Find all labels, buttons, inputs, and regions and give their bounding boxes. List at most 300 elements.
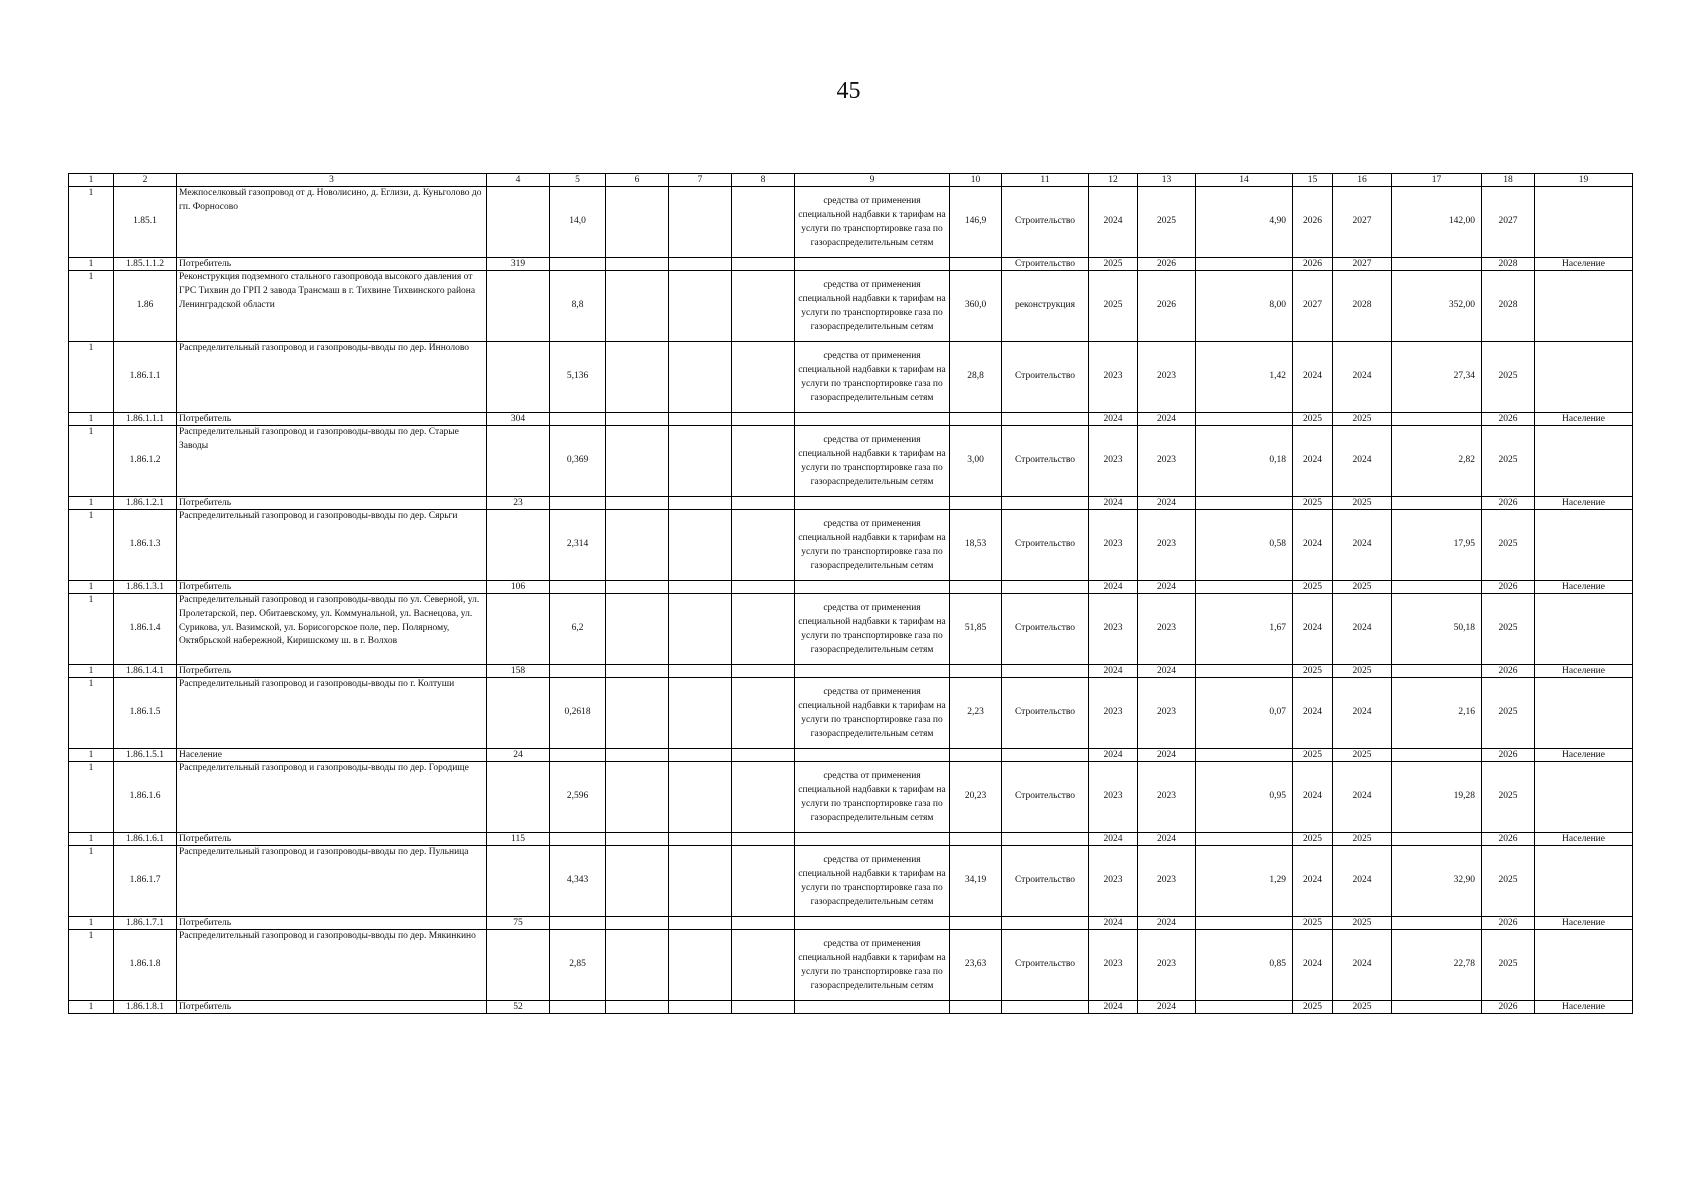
table-row: [69, 1001, 1633, 1014]
object-code-cell: 1.86.1.7.1: [114, 917, 177, 930]
table-row: [69, 762, 1633, 833]
year-5-cell: 2025: [1482, 426, 1535, 497]
year-5-cell: 2026: [1482, 581, 1535, 594]
cost-cell: [950, 413, 1002, 426]
col8-cell: [732, 342, 795, 413]
amount-1-cell: [1196, 917, 1293, 930]
year-3-cell: 2024: [1293, 930, 1333, 1001]
col8-cell: [732, 426, 795, 497]
year-3-cell: 2026: [1293, 258, 1333, 271]
funding-source-cell: [795, 1001, 950, 1014]
year-start-cell: 2023: [1089, 846, 1138, 917]
col6-cell: [606, 762, 669, 833]
consumer-type-cell: [1535, 678, 1633, 749]
consumers-count-cell: [487, 271, 550, 342]
year-end-cell: 2023: [1138, 510, 1196, 581]
amount-1-cell: 8,00: [1196, 271, 1293, 342]
year-3-cell: 2025: [1293, 917, 1333, 930]
row-index-cell: 1: [69, 510, 114, 581]
work-type-cell: Строительство: [1002, 846, 1089, 917]
consumers-count-cell: [487, 187, 550, 258]
cost-cell: [950, 581, 1002, 594]
consumers-count-cell: [487, 930, 550, 1001]
year-3-cell: 2025: [1293, 1001, 1333, 1014]
year-3-cell: 2024: [1293, 426, 1333, 497]
year-4-cell: 2028: [1333, 271, 1392, 342]
header-row: [69, 174, 1633, 187]
table-row: [69, 187, 1633, 258]
consumers-count-cell: 319: [487, 258, 550, 271]
object-name-cell: Потребитель: [177, 665, 487, 678]
year-end-cell: 2024: [1138, 1001, 1196, 1014]
amount-1-cell: [1196, 1001, 1293, 1014]
object-name-cell: Потребитель: [177, 497, 487, 510]
consumers-count-cell: 106: [487, 581, 550, 594]
funding-source-cell: средства от применения специальной надбавки к тарифам на услуги по транспортировке газа по газораспределительным сетям: [795, 594, 950, 665]
consumers-count-cell: 75: [487, 917, 550, 930]
col7-cell: [669, 678, 732, 749]
year-4-cell: 2025: [1333, 1001, 1392, 1014]
year-3-cell: 2025: [1293, 497, 1333, 510]
amount-1-cell: 1,67: [1196, 594, 1293, 665]
consumer-type-cell: Население: [1535, 833, 1633, 846]
column-header-16: 16: [1333, 174, 1392, 187]
row-index-cell: 1: [69, 1001, 114, 1014]
col7-cell: [669, 187, 732, 258]
col6-cell: [606, 342, 669, 413]
work-type-cell: [1002, 749, 1089, 762]
table-row: [69, 917, 1633, 930]
year-4-cell: 2027: [1333, 258, 1392, 271]
row-index-cell: 1: [69, 678, 114, 749]
amount-2-cell: [1392, 749, 1482, 762]
year-4-cell: 2024: [1333, 678, 1392, 749]
consumers-count-cell: 304: [487, 413, 550, 426]
year-end-cell: 2023: [1138, 762, 1196, 833]
row-index-cell: 1: [69, 762, 114, 833]
work-type-cell: Строительство: [1002, 930, 1089, 1001]
col8-cell: [732, 833, 795, 846]
investment-table: [68, 173, 1633, 1014]
object-name-cell: Реконструкция подземного стального газопровода высокого давления от ГРС Тихвин до ГРП 2 завода Трансмаш в г. Тихвине Тихвинского района Ленинградской области: [177, 271, 487, 342]
col6-cell: [606, 271, 669, 342]
col7-cell: [669, 665, 732, 678]
funding-source-cell: [795, 581, 950, 594]
consumers-count-cell: [487, 342, 550, 413]
year-start-cell: 2023: [1089, 342, 1138, 413]
consumer-type-cell: Население: [1535, 749, 1633, 762]
consumer-type-cell: [1535, 510, 1633, 581]
year-end-cell: 2023: [1138, 678, 1196, 749]
object-code-cell: 1.86.1.5.1: [114, 749, 177, 762]
length-cell: [550, 917, 606, 930]
amount-2-cell: [1392, 1001, 1482, 1014]
row-index-cell: 1: [69, 665, 114, 678]
year-5-cell: 2026: [1482, 497, 1535, 510]
work-type-cell: реконструкция: [1002, 271, 1089, 342]
consumer-type-cell: [1535, 930, 1633, 1001]
cost-cell: 2,23: [950, 678, 1002, 749]
object-name-cell: Потребитель: [177, 413, 487, 426]
amount-2-cell: [1392, 917, 1482, 930]
consumer-type-cell: [1535, 594, 1633, 665]
object-name-cell: Потребитель: [177, 258, 487, 271]
amount-1-cell: [1196, 497, 1293, 510]
col8-cell: [732, 665, 795, 678]
year-start-cell: 2023: [1089, 930, 1138, 1001]
amount-1-cell: [1196, 833, 1293, 846]
table-row: [69, 930, 1633, 1001]
year-5-cell: 2026: [1482, 917, 1535, 930]
column-header-6: 6: [606, 174, 669, 187]
column-header-13: 13: [1138, 174, 1196, 187]
work-type-cell: Строительство: [1002, 678, 1089, 749]
funding-source-cell: средства от применения специальной надбавки к тарифам на услуги по транспортировке газа по газораспределительным сетям: [795, 271, 950, 342]
length-cell: [550, 258, 606, 271]
col8-cell: [732, 187, 795, 258]
row-index-cell: 1: [69, 917, 114, 930]
cost-cell: 34,19: [950, 846, 1002, 917]
table-row: [69, 833, 1633, 846]
col8-cell: [732, 497, 795, 510]
year-end-cell: 2024: [1138, 413, 1196, 426]
year-3-cell: 2024: [1293, 342, 1333, 413]
year-4-cell: 2024: [1333, 342, 1392, 413]
year-start-cell: 2025: [1089, 258, 1138, 271]
consumer-type-cell: Население: [1535, 258, 1633, 271]
year-start-cell: 2024: [1089, 665, 1138, 678]
work-type-cell: [1002, 665, 1089, 678]
object-code-cell: 1.86.1.2: [114, 426, 177, 497]
column-header-1: 1: [69, 174, 114, 187]
year-3-cell: 2025: [1293, 581, 1333, 594]
object-code-cell: 1.86.1.3.1: [114, 581, 177, 594]
table-row: [69, 413, 1633, 426]
year-start-cell: 2024: [1089, 749, 1138, 762]
row-index-cell: 1: [69, 342, 114, 413]
year-4-cell: 2024: [1333, 846, 1392, 917]
year-5-cell: 2025: [1482, 342, 1535, 413]
col7-cell: [669, 497, 732, 510]
col7-cell: [669, 762, 732, 833]
row-index-cell: 1: [69, 187, 114, 258]
year-5-cell: 2026: [1482, 665, 1535, 678]
col8-cell: [732, 413, 795, 426]
row-index-cell: 1: [69, 749, 114, 762]
year-4-cell: 2024: [1333, 594, 1392, 665]
work-type-cell: Строительство: [1002, 594, 1089, 665]
col8-cell: [732, 749, 795, 762]
amount-2-cell: [1392, 581, 1482, 594]
year-end-cell: 2026: [1138, 271, 1196, 342]
consumers-count-cell: [487, 594, 550, 665]
column-header-11: 11: [1002, 174, 1089, 187]
column-header-4: 4: [487, 174, 550, 187]
length-cell: [550, 833, 606, 846]
table-body: [69, 174, 1633, 1014]
consumers-count-cell: [487, 846, 550, 917]
object-code-cell: 1.86.1.4: [114, 594, 177, 665]
object-name-cell: Распределительный газопровод и газопроводы-вводы по дер. Сярьги: [177, 510, 487, 581]
column-header-18: 18: [1482, 174, 1535, 187]
column-header-8: 8: [732, 174, 795, 187]
work-type-cell: [1002, 1001, 1089, 1014]
work-type-cell: [1002, 833, 1089, 846]
cost-cell: [950, 497, 1002, 510]
year-start-cell: 2025: [1089, 271, 1138, 342]
length-cell: 0,2618: [550, 678, 606, 749]
year-start-cell: 2024: [1089, 917, 1138, 930]
col6-cell: [606, 678, 669, 749]
object-name-cell: Население: [177, 749, 487, 762]
year-start-cell: 2024: [1089, 581, 1138, 594]
year-5-cell: 2026: [1482, 749, 1535, 762]
consumers-count-cell: [487, 762, 550, 833]
row-index-cell: 1: [69, 426, 114, 497]
column-header-19: 19: [1535, 174, 1633, 187]
object-name-cell: Распределительный газопровод и газопроводы-вводы по ул. Северной, ул. Пролетарской, пер. Обитаевскому, ул. Коммунальной, ул. Васнецова, ул. Сурикова, ул. Вазимской, ул. Борисогорское поле, пер. Полярному, Октябрьской набережной, Киришскому ш. в г. Волхов: [177, 594, 487, 665]
work-type-cell: [1002, 581, 1089, 594]
col7-cell: [669, 846, 732, 917]
year-3-cell: 2025: [1293, 833, 1333, 846]
col8-cell: [732, 271, 795, 342]
year-start-cell: 2024: [1089, 833, 1138, 846]
cost-cell: 18,53: [950, 510, 1002, 581]
year-5-cell: 2026: [1482, 413, 1535, 426]
year-end-cell: 2023: [1138, 594, 1196, 665]
year-end-cell: 2026: [1138, 258, 1196, 271]
year-end-cell: 2023: [1138, 846, 1196, 917]
amount-2-cell: [1392, 413, 1482, 426]
col8-cell: [732, 678, 795, 749]
consumers-count-cell: [487, 510, 550, 581]
consumer-type-cell: Население: [1535, 665, 1633, 678]
col7-cell: [669, 930, 732, 1001]
column-header-12: 12: [1089, 174, 1138, 187]
year-4-cell: 2025: [1333, 497, 1392, 510]
amount-2-cell: 50,18: [1392, 594, 1482, 665]
table-row: [69, 510, 1633, 581]
row-index-cell: 1: [69, 258, 114, 271]
year-5-cell: 2027: [1482, 187, 1535, 258]
col6-cell: [606, 594, 669, 665]
table-row: [69, 271, 1633, 342]
year-4-cell: 2025: [1333, 749, 1392, 762]
object-code-cell: 1.85.1: [114, 187, 177, 258]
length-cell: [550, 413, 606, 426]
work-type-cell: [1002, 413, 1089, 426]
length-cell: 6,2: [550, 594, 606, 665]
col7-cell: [669, 917, 732, 930]
object-code-cell: 1.86.1.1.1: [114, 413, 177, 426]
year-5-cell: 2026: [1482, 1001, 1535, 1014]
work-type-cell: Строительство: [1002, 426, 1089, 497]
length-cell: [550, 497, 606, 510]
cost-cell: [950, 917, 1002, 930]
col6-cell: [606, 749, 669, 762]
funding-source-cell: средства от применения специальной надбавки к тарифам на услуги по транспортировке газа по газораспределительным сетям: [795, 426, 950, 497]
year-5-cell: 2025: [1482, 930, 1535, 1001]
work-type-cell: Строительство: [1002, 187, 1089, 258]
consumer-type-cell: Население: [1535, 581, 1633, 594]
object-name-cell: Распределительный газопровод и газопроводы-вводы по дер. Городище: [177, 762, 487, 833]
amount-2-cell: [1392, 497, 1482, 510]
col6-cell: [606, 833, 669, 846]
funding-source-cell: средства от применения специальной надбавки к тарифам на услуги по транспортировке газа по газораспределительным сетям: [795, 846, 950, 917]
row-index-cell: 1: [69, 930, 114, 1001]
cost-cell: [950, 749, 1002, 762]
table-row: [69, 846, 1633, 917]
col8-cell: [732, 846, 795, 917]
col7-cell: [669, 594, 732, 665]
col8-cell: [732, 258, 795, 271]
year-4-cell: 2025: [1333, 665, 1392, 678]
amount-2-cell: [1392, 258, 1482, 271]
row-index-cell: 1: [69, 271, 114, 342]
cost-cell: 28,8: [950, 342, 1002, 413]
year-start-cell: 2023: [1089, 678, 1138, 749]
year-3-cell: 2024: [1293, 594, 1333, 665]
object-name-cell: Потребитель: [177, 581, 487, 594]
object-code-cell: 1.86.1.4.1: [114, 665, 177, 678]
consumers-count-cell: [487, 426, 550, 497]
length-cell: 5,136: [550, 342, 606, 413]
column-header-2: 2: [114, 174, 177, 187]
work-type-cell: [1002, 497, 1089, 510]
year-4-cell: 2025: [1333, 413, 1392, 426]
object-code-cell: 1.86.1.3: [114, 510, 177, 581]
col6-cell: [606, 665, 669, 678]
amount-2-cell: 352,00: [1392, 271, 1482, 342]
amount-2-cell: 32,90: [1392, 846, 1482, 917]
length-cell: 14,0: [550, 187, 606, 258]
col6-cell: [606, 846, 669, 917]
column-header-17: 17: [1392, 174, 1482, 187]
year-3-cell: 2024: [1293, 510, 1333, 581]
amount-2-cell: 22,78: [1392, 930, 1482, 1001]
year-3-cell: 2027: [1293, 271, 1333, 342]
year-3-cell: 2025: [1293, 665, 1333, 678]
object-code-cell: 1.86.1.6: [114, 762, 177, 833]
col8-cell: [732, 510, 795, 581]
object-name-cell: Распределительный газопровод и газопроводы-вводы по дер. Иннолово: [177, 342, 487, 413]
cost-cell: 3,00: [950, 426, 1002, 497]
object-name-cell: Потребитель: [177, 833, 487, 846]
length-cell: 2,314: [550, 510, 606, 581]
object-name-cell: Распределительный газопровод и газопроводы-вводы по дер. Пульница: [177, 846, 487, 917]
year-start-cell: 2024: [1089, 497, 1138, 510]
length-cell: [550, 665, 606, 678]
object-name-cell: Распределительный газопровод и газопроводы-вводы по дер. Мякинкино: [177, 930, 487, 1001]
object-code-cell: 1.86.1.5: [114, 678, 177, 749]
year-end-cell: 2025: [1138, 187, 1196, 258]
row-index-cell: 1: [69, 413, 114, 426]
col7-cell: [669, 258, 732, 271]
work-type-cell: [1002, 917, 1089, 930]
length-cell: [550, 581, 606, 594]
col8-cell: [732, 581, 795, 594]
amount-1-cell: 4,90: [1196, 187, 1293, 258]
funding-source-cell: [795, 413, 950, 426]
col8-cell: [732, 762, 795, 833]
amount-1-cell: [1196, 581, 1293, 594]
amount-2-cell: 2,82: [1392, 426, 1482, 497]
year-end-cell: 2024: [1138, 833, 1196, 846]
year-4-cell: 2025: [1333, 581, 1392, 594]
object-code-cell: 1.86.1.7: [114, 846, 177, 917]
column-header-5: 5: [550, 174, 606, 187]
col6-cell: [606, 930, 669, 1001]
year-end-cell: 2024: [1138, 497, 1196, 510]
funding-source-cell: [795, 497, 950, 510]
table-row: [69, 342, 1633, 413]
cost-cell: 146,9: [950, 187, 1002, 258]
cost-cell: 20,23: [950, 762, 1002, 833]
col6-cell: [606, 187, 669, 258]
year-3-cell: 2024: [1293, 678, 1333, 749]
work-type-cell: Строительство: [1002, 510, 1089, 581]
year-end-cell: 2024: [1138, 581, 1196, 594]
consumers-count-cell: [487, 678, 550, 749]
col7-cell: [669, 413, 732, 426]
funding-source-cell: [795, 917, 950, 930]
consumer-type-cell: Население: [1535, 917, 1633, 930]
year-5-cell: 2028: [1482, 258, 1535, 271]
column-header-7: 7: [669, 174, 732, 187]
amount-2-cell: 19,28: [1392, 762, 1482, 833]
consumers-count-cell: 24: [487, 749, 550, 762]
col7-cell: [669, 1001, 732, 1014]
year-5-cell: 2025: [1482, 510, 1535, 581]
table-row: [69, 678, 1633, 749]
year-4-cell: 2027: [1333, 187, 1392, 258]
table-row: [69, 665, 1633, 678]
amount-2-cell: 27,34: [1392, 342, 1482, 413]
year-4-cell: 2025: [1333, 917, 1392, 930]
table-row: [69, 749, 1633, 762]
column-header-15: 15: [1293, 174, 1333, 187]
consumers-count-cell: 52: [487, 1001, 550, 1014]
table-row: [69, 594, 1633, 665]
object-name-cell: Распределительный газопровод и газопроводы-вводы по г. Колтуши: [177, 678, 487, 749]
object-code-cell: 1.86.1.8.1: [114, 1001, 177, 1014]
cost-cell: 23,63: [950, 930, 1002, 1001]
year-end-cell: 2023: [1138, 342, 1196, 413]
cost-cell: [950, 665, 1002, 678]
amount-1-cell: 1,29: [1196, 846, 1293, 917]
page-number: 45: [836, 78, 861, 104]
col7-cell: [669, 749, 732, 762]
year-start-cell: 2023: [1089, 762, 1138, 833]
col7-cell: [669, 581, 732, 594]
consumer-type-cell: Население: [1535, 413, 1633, 426]
year-4-cell: 2024: [1333, 762, 1392, 833]
consumer-type-cell: [1535, 342, 1633, 413]
work-type-cell: Строительство: [1002, 342, 1089, 413]
year-4-cell: 2025: [1333, 833, 1392, 846]
length-cell: 4,343: [550, 846, 606, 917]
amount-2-cell: 2,16: [1392, 678, 1482, 749]
col6-cell: [606, 917, 669, 930]
object-code-cell: 1.86: [114, 271, 177, 342]
length-cell: 0,369: [550, 426, 606, 497]
amount-1-cell: 0,07: [1196, 678, 1293, 749]
cost-cell: [950, 833, 1002, 846]
consumer-type-cell: [1535, 271, 1633, 342]
length-cell: [550, 749, 606, 762]
amount-1-cell: [1196, 258, 1293, 271]
row-index-cell: 1: [69, 594, 114, 665]
